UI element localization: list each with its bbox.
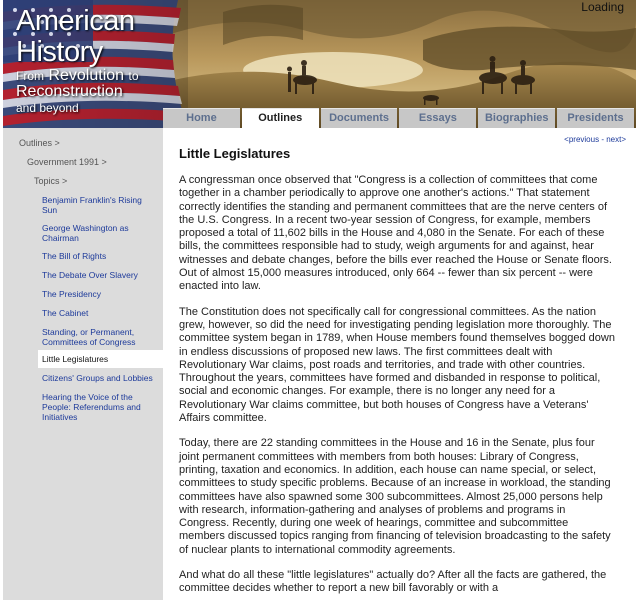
tab-presidents[interactable]: Presidents [557,108,634,128]
logo-title-line1: American [16,5,135,37]
main-nav-tabs [163,108,636,128]
sidebar-item-franklins-rising-sun[interactable]: Benjamin Franklin's Rising Sun [42,195,142,215]
article-paragraph: And what do all these "little legislatures" actually do? After all the facts are gathered, the committee decides whether to report a new bill favorably or with a [179,569,607,595]
tab-outlines[interactable]: Outlines [242,108,319,128]
page-title: Little Legislatures [179,146,291,161]
logo-title-line2: History [16,36,103,68]
sidebar-item-little-legislatures[interactable]: Little Legislatures [38,350,163,368]
article-paragraph: A congressman once observed that "Congress is a collection of committees that come together in a chamber periodically to approve one another's actions." That statement correctly identifies the standing and permanent committees that are the nerve centers of the U.S. Congress. In a recent two-year session of Congress, for example, members proposed a total of 11,602 bills in the House and 4,080 in the Senate. For each of these bills, the committees responsible had to study, weigh arguments for and against, hear witnesses and debate changes, before the bills ever reached the House or Senate floors. Out of almost 15,000 measures introduced, only 664 -- fewer than six percent -- were enacted into law. [179,174,612,293]
logo-sub-to: to [128,69,139,83]
site-header [0,0,636,128]
previous-link[interactable]: <previous [564,135,600,144]
logo-sub-from: From [16,69,44,83]
site-logo[interactable] [16,6,139,116]
sidebar-item-presidency[interactable]: The Presidency [42,289,102,299]
article-paragraph: Today, there are 22 standing committees in the House and 16 in the Senate, plus four joint permanent committees with members from both houses: Library of Congress, printing, taxation and economics. In addition, each house can name special, or select, committees to study specific problems. Because of an increase in workload, the standing committees have also spawned some 300 subcommittees. Almost 25,000 persons help with research, information-gathering and analyses of problems and programs in Congress. Recently, during one week of hearings, committee and subcommittee members discussed topics ranging from financing of television broadcasting to the safety of nuclear plants to international commodity agreements. [179,437,611,556]
tab-documents[interactable]: Documents [321,108,398,128]
sidebar [3,128,163,600]
loading-indicator: Loading [581,0,624,14]
tab-biographies[interactable]: Biographies [478,108,555,128]
article-body [179,174,615,600]
tab-home[interactable]: Home [163,108,240,128]
breadcrumb-government-1991[interactable]: Government 1991 > [27,157,107,167]
logo-sub-reconstruction: Reconstruction [16,83,123,100]
breadcrumb-topics[interactable]: Topics > [34,176,68,186]
sidebar-item-debate-over-slavery[interactable]: The Debate Over Slavery [42,270,138,280]
pager [564,135,626,144]
sidebar-item-referendums-initiatives[interactable]: Hearing the Voice of the People: Referendums and Initiatives [42,392,141,422]
sidebar-item-citizens-groups-lobbies[interactable]: Citizens' Groups and Lobbies [42,373,153,383]
logo-sub-beyond: and beyond [16,101,79,115]
main-content [163,128,636,600]
tab-essays[interactable]: Essays [399,108,476,128]
sidebar-item-washington-as-chairman[interactable]: George Washington as Chairman [42,223,129,243]
next-link[interactable]: next> [606,135,626,144]
article-paragraph: The Constitution does not specifically call for congressional committees. As the nation grew, however, so did the need for investigating pending legislation more thoroughly. The committee system began in 1789, when House members found themselves bogged down in endless discussions of proposed new laws. The first committees dealt with Revolutionary War claims, post roads and territories, and trade with other countries. Throughout the years, committees have formed and disbanded in response to political, social and economic changes. For example, there is no longer any need for a Revolutionary War claims committee, but both houses of Congress have a Veterans' Affairs committee. [179,305,615,425]
logo-sub-revolution: Revolution [48,67,125,84]
pager-separator: - [599,135,607,144]
logo-subtitle-line1 [16,68,139,84]
sidebar-item-bill-of-rights[interactable]: The Bill of Rights [42,251,107,261]
sidebar-item-cabinet[interactable]: The Cabinet [42,308,89,318]
sidebar-item-standing-committees[interactable]: Standing, or Permanent, Committees of Congress [42,327,136,347]
breadcrumb-outlines[interactable]: Outlines > [19,138,60,148]
